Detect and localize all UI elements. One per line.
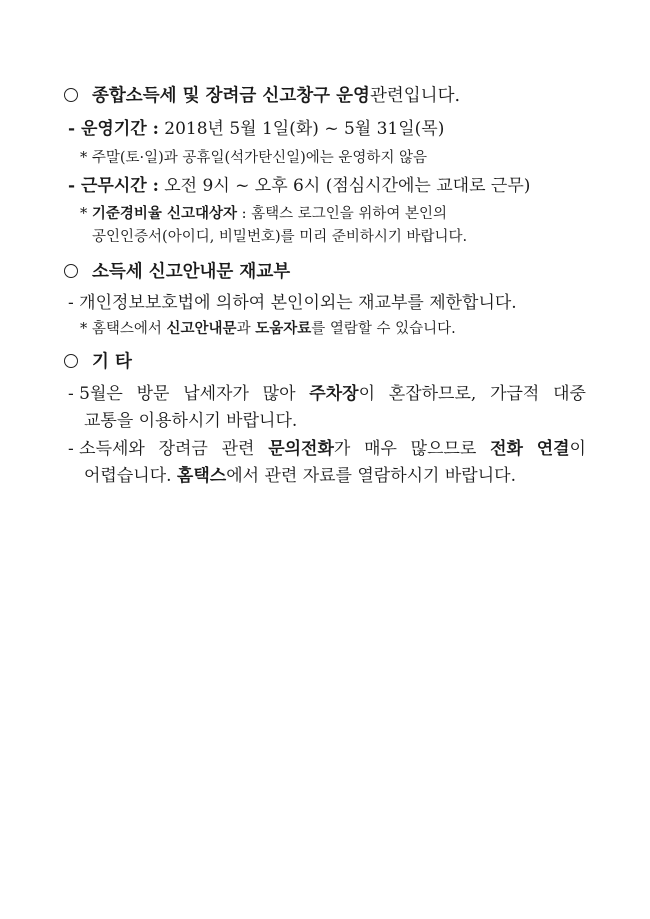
etc-item1-line2: 교통을 이용하시기 바랍니다. [84,411,298,431]
note-asterisk: * [80,206,92,222]
particle: 이 [569,439,586,459]
text-part: 에서 관련 자료를 열람하시기 바랍니다. [226,466,516,486]
operating-period-value: 2018년 5월 1일(화) ~ 5월 31일(목) [158,119,445,139]
word: 장려금 [158,439,208,459]
etc-item2-line2 [84,468,516,485]
circle-bullet-icon [64,354,78,368]
reissue-note-p5: 를 열람할 수 있습니다. [311,321,456,337]
word: 많으므로 [410,439,477,459]
parking-lot-bold: 주차장 [309,384,359,404]
reissue-note-p3: 과 [236,321,256,337]
word: 납세자가 [183,384,249,404]
circle-bullet-icon [64,264,78,278]
word: 혼잡하므로, [388,384,477,404]
etc-item1-line1 [68,386,586,403]
word [309,386,375,403]
word: - 소득세와 [68,439,145,459]
target-note-rest: : 홈택스 로그인을 위하여 본인의 [236,206,448,222]
word: - 5월은 [68,384,123,404]
word: 매우 [364,439,397,459]
word: 가급적 [490,384,540,404]
working-hours [68,178,530,195]
particle: 가 [333,439,351,459]
word: 많아 [262,384,296,404]
hometax-bold: 홈택스 [176,466,227,486]
section1-heading-rest: 관련입니다. [369,86,461,106]
section2-heading [64,264,290,282]
reissue-note-p1: * 홈택스에서 [80,321,167,337]
section3-heading [64,354,132,372]
inquiry-call-bold: 문의전화 [268,439,334,459]
word: 방문 [136,384,170,404]
word [268,441,350,458]
reissue-note-guide: 신고안내문 [166,320,237,337]
text-part: 어렵습니다. [84,466,177,486]
reissue-text: - 개인정보보호법에 의하여 본인이외는 재교부를 제한합니다. [68,293,517,313]
particle: 이 [358,384,376,404]
etc-item2-line1 [68,441,586,458]
target-note-line2: 공인인증서(아이디, 비밀번호)를 미리 준비하시기 바랍니다. [92,229,468,245]
section2-heading-text: 소득세 신고안내문 재교부 [92,262,291,282]
operating-period-label: - 운영기간 : [68,119,159,139]
working-hours-label: - 근무시간 : [68,176,159,196]
working-hours-value: 오전 9시 ~ 오후 6시 (점심시간에는 교대로 근무) [158,176,531,196]
target-note-bold: 기준경비율 신고대상자 [91,205,237,222]
phone-bold: 전화 [490,439,523,459]
word: 관련 [221,439,255,459]
section1-heading-bold: 종합소득세 및 장려금 신고창구 운영 [92,86,370,106]
section1-heading [64,88,460,106]
word: 대중 [553,384,586,404]
connection-bold: 연결 [536,439,570,459]
section3-heading-text: 기 타 [92,352,132,372]
target-note [80,207,447,222]
circle-bullet-icon [64,88,78,102]
word [537,441,586,458]
reissue-note [80,322,456,337]
operating-period-note: * 주말(토·일)과 공휴일(석가탄신일)에는 운영하지 않음 [80,150,428,166]
reissue-note-material: 도움자료 [255,320,312,337]
operating-period [68,121,444,138]
